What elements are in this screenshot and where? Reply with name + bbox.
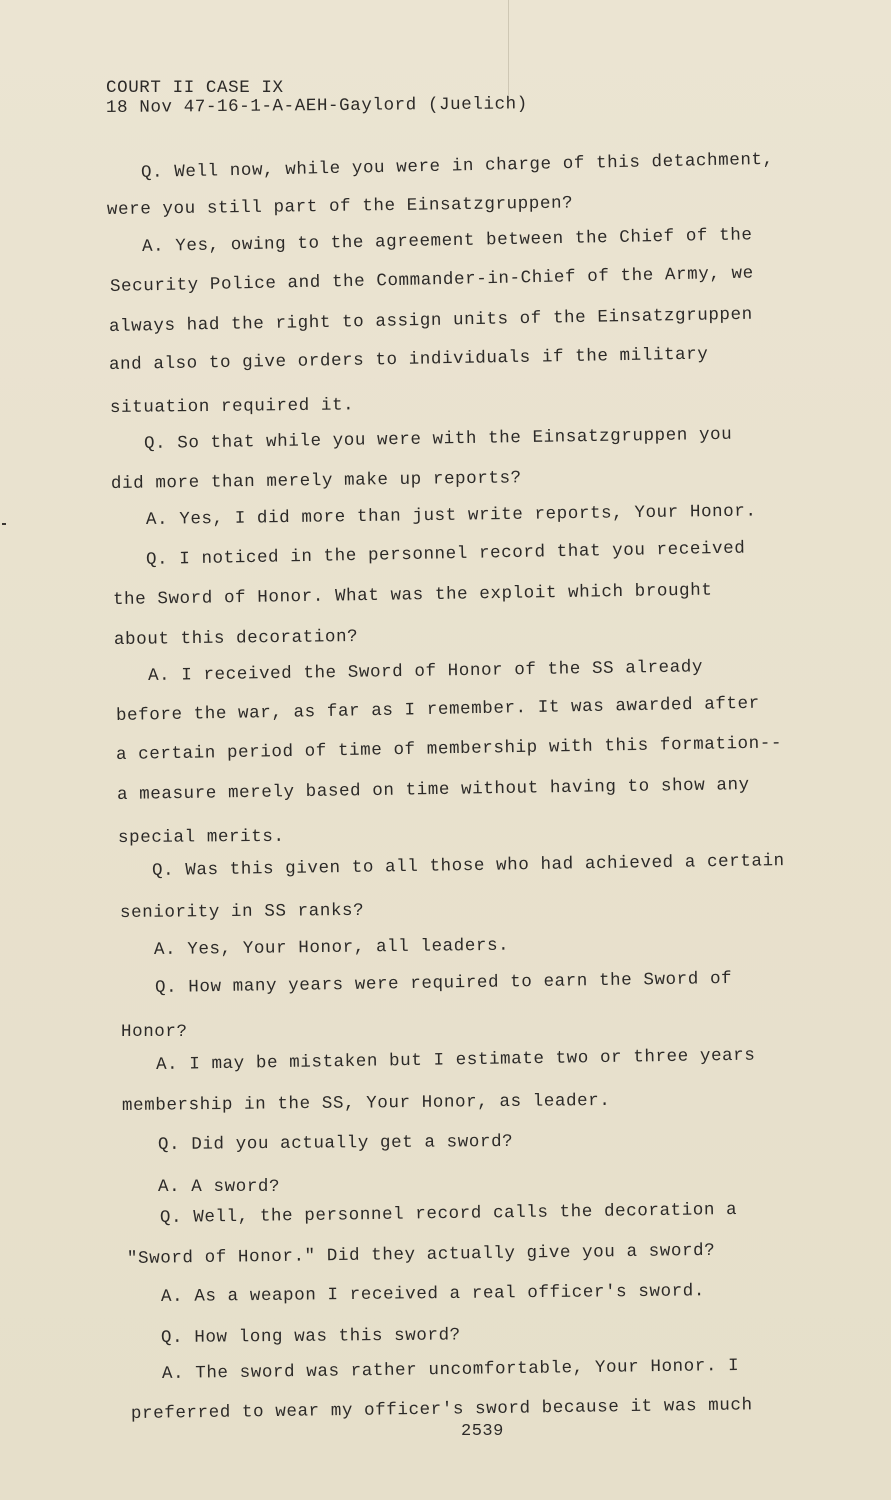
transcript-line: A. Yes, Your Honor, all leaders.: [153, 935, 510, 960]
transcript-line: Q. So that while you were with the Einsatzgruppen you: [143, 424, 733, 454]
transcript-line: Q. How long was this sword?: [160, 1325, 461, 1348]
page-number: 2539: [461, 1422, 504, 1441]
transcript-line: a certain period of time of membership with this formation--: [115, 733, 783, 765]
transcript-line: A. The sword was rather uncomfortable, Your Honor. I: [161, 1355, 740, 1384]
transcript-line: A. I received the Sword of Honor of the SS already: [147, 657, 704, 686]
transcript-line: Q. Did you actually get a sword?: [157, 1131, 514, 1155]
transcript-line: Honor?: [121, 1022, 188, 1042]
transcript-line: a measure merely based on time without having to show any: [116, 775, 750, 805]
transcript-line: did more than merely make up reports?: [110, 468, 522, 494]
transcript-line: and also to give orders to individuals if the military: [108, 344, 709, 375]
header-line-2: 18 Nov 47-16-1-A-AEH-Gaylord (Juelich): [105, 94, 528, 118]
transcript-line: membership in the SS, Your Honor, as leader.: [121, 1090, 611, 1116]
header-line-1: COURT II CASE IX: [106, 78, 284, 98]
transcript-line: "Sword of Honor." Did they actually give you a sword?: [126, 1240, 716, 1269]
transcript-line: seniority in SS ranks?: [119, 900, 365, 923]
transcript-line: Q. How many years were required to earn the Sword of: [154, 968, 733, 998]
transcript-line: A. As a weapon I received a real officer's sword.: [160, 1281, 706, 1307]
transcript-line: before the war, as far as I remember. It was awarded after: [115, 693, 760, 726]
transcript-line: about this decoration?: [113, 627, 359, 650]
margin-mark: [2, 523, 6, 525]
transcript-line: Security Police and the Commander-in-Chief of the Army, we: [109, 263, 754, 297]
transcript-line: were you still part of the Einsatzgruppen?: [106, 193, 574, 220]
transcript-line: A. A sword?: [158, 1177, 281, 1197]
transcript-line: Q. I noticed in the personnel record that you received: [145, 538, 746, 570]
transcript-line: Q. Well now, while you were in charge of this detachment,: [140, 149, 774, 183]
transcript-line: special merits.: [117, 826, 285, 848]
transcript-line: A. I may be mistaken but I estimate two or three years: [155, 1045, 756, 1075]
transcript-line: Q. Well, the personnel record calls the decoration a: [159, 1199, 738, 1228]
transcript-line: A. Yes, owing to the agreement between the Chief of the: [141, 225, 753, 257]
transcript-line: situation required it.: [109, 395, 355, 418]
paper-fold-mark: [508, 0, 509, 95]
transcript-line: A. Yes, I did more than just write reports, Your Honor.: [145, 501, 757, 530]
transcript-line: Q. Was this given to all those who had achieved a certain: [151, 851, 785, 881]
transcript-line: the Sword of Honor. What was the exploit which brought: [112, 580, 713, 610]
transcript-line: always had the right to assign units of the Einsatzgruppen: [108, 304, 753, 337]
transcript-line: preferred to wear my officer's sword because it was much: [130, 1395, 753, 1424]
